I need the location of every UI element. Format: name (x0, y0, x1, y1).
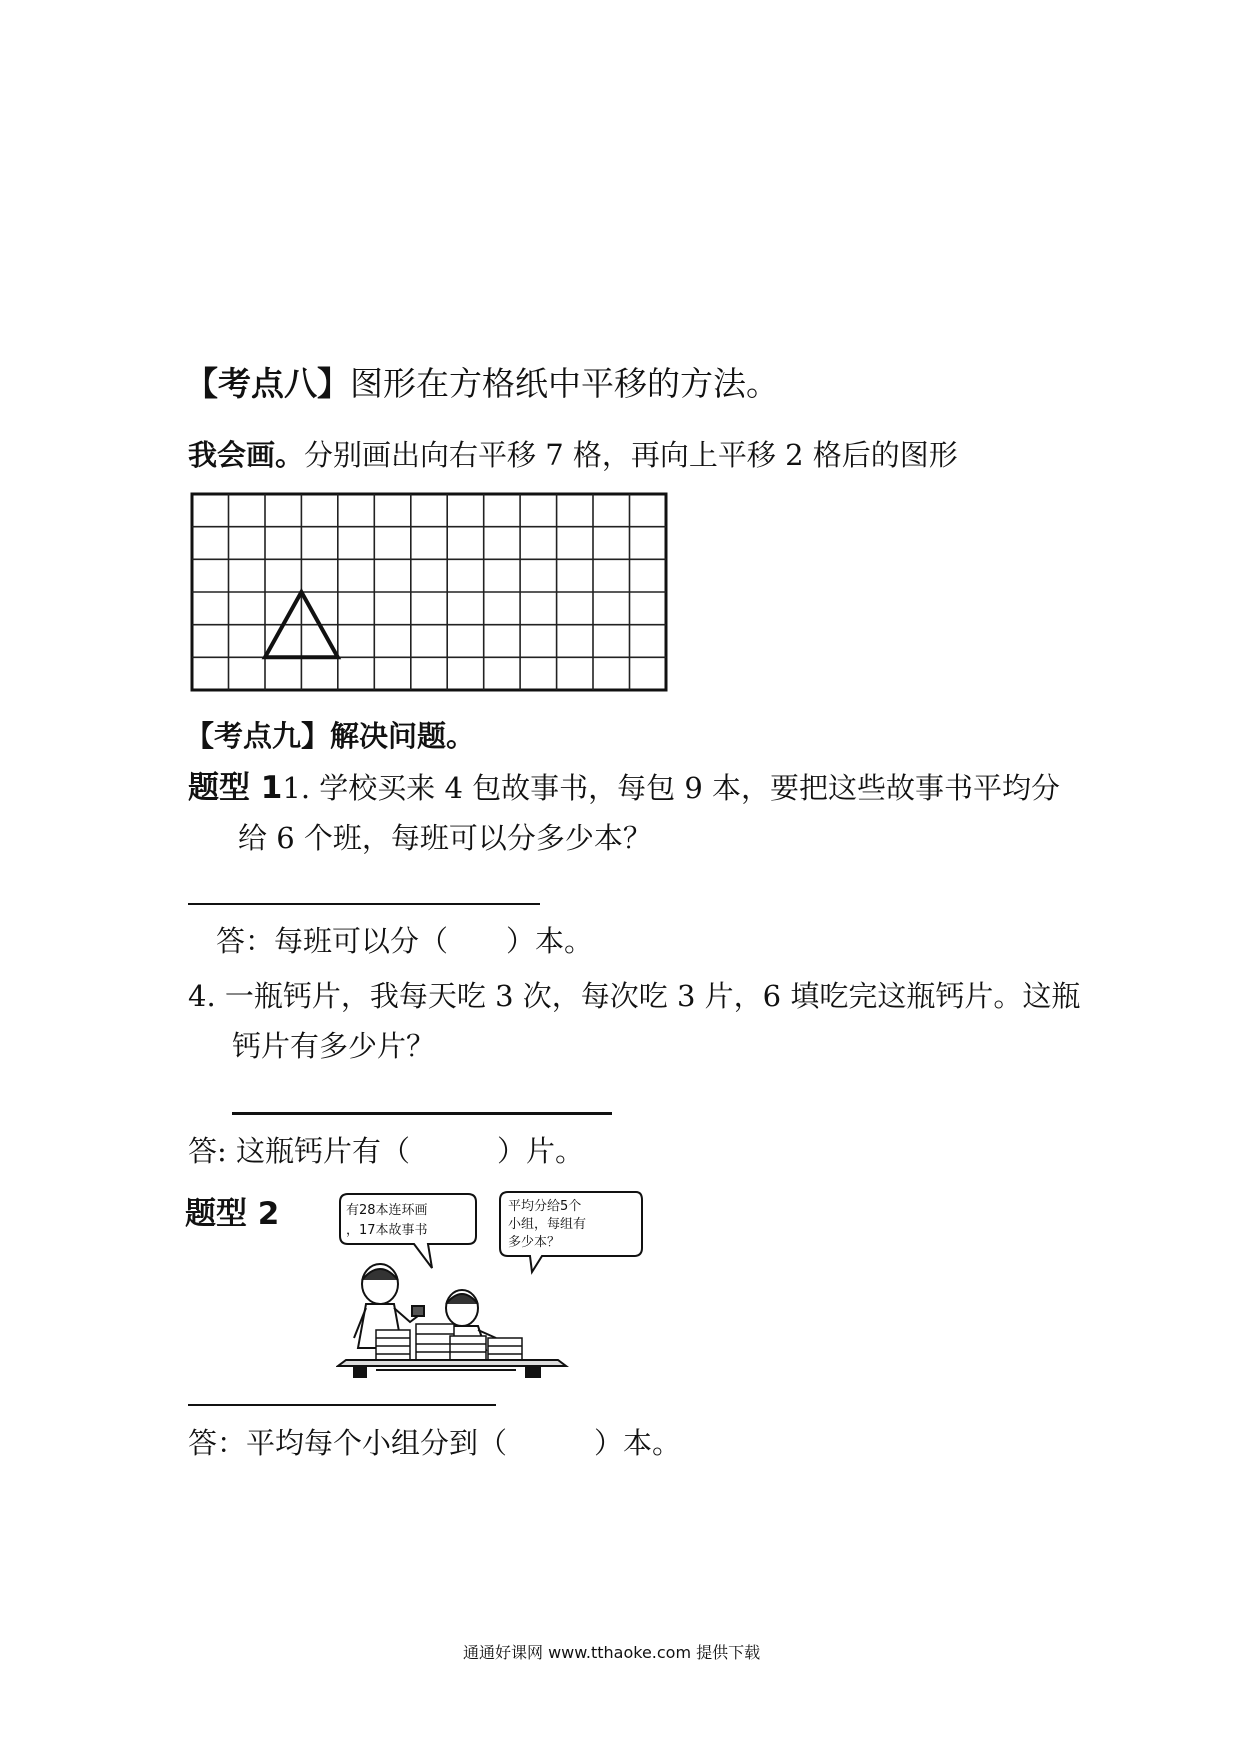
q1-line1 (188, 770, 1060, 806)
cartoon-illustration (336, 1188, 652, 1378)
bubble-right-text-3: 多少本？ (508, 1235, 561, 1250)
q1-line2: 给 6 个班，每班可以分多少本？ (238, 821, 652, 855)
page-footer: 通通好课网 www.tthaoke.com 提供下载 (463, 1643, 761, 1662)
bubble-left-text-2: ，17本故事书 (346, 1223, 428, 1238)
q1-text-1: 1. 学校买来 4 包故事书，每包 9 本，要把这些故事书平均分 (282, 771, 1061, 805)
q2-answer-line (188, 1404, 496, 1406)
section8-task (188, 437, 958, 473)
q4-line1: 4. 一瓶钙片，我每天吃 3 次，每次吃 3 片，6 填吃完这瓶钙片。这瓶 (188, 979, 1081, 1013)
section8-heading: 【考点八】 (185, 364, 350, 403)
translation-grid (190, 492, 670, 694)
table (338, 1360, 566, 1378)
q2-answer: 答：平均每个小组分到（ ）本。 (188, 1426, 682, 1460)
bubble-right-text-1: 平均分给5个 (508, 1199, 582, 1214)
section9-heading: 【考点九】解决问题。 (185, 719, 476, 753)
q1-answer-line (188, 903, 540, 905)
bubble-right-text-2: 小组，每组有 (508, 1217, 587, 1232)
q1-type-label: 题型 1 (188, 770, 283, 806)
grid-lines (192, 494, 666, 690)
bubble-left-text-1: 有28本连环画 (346, 1203, 428, 1218)
q2-type-label: 题型 2 (185, 1196, 280, 1232)
book-stacks (376, 1324, 522, 1360)
q1-answer: 答：每班可以分（ ）本。 (216, 924, 594, 958)
q4-answer-line (232, 1112, 612, 1115)
section8-title: 图形在方格纸中平移的方法。 (350, 364, 779, 403)
q4-line2: 钙片有多少片？ (232, 1029, 436, 1063)
task-label: 我会画。 (188, 438, 305, 472)
section8-heading-line (185, 364, 779, 404)
q4-answer: 答: 这瓶钙片有（ ）片。 (188, 1134, 584, 1168)
task-text: 分别画出向右平移 7 格，再向上平移 2 格后的图形 (304, 438, 958, 472)
